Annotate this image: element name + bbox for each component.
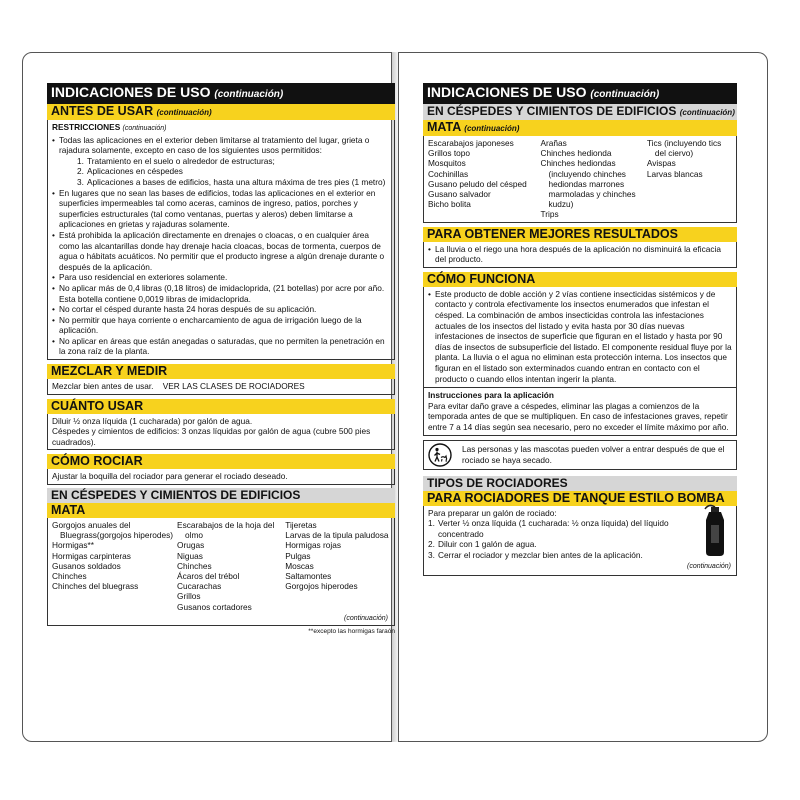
instrucciones-text: Para evitar daño grave a céspedes, eliminar las plagas a comienzos de la temporada antes de que se multipliquen. En caso de infestaciones graves, repetir entre 7 a 14 días según sea necesario, pero no exceder el límite máximo por año. [428,400,729,432]
sub-item-2-num: 2. [77,166,84,177]
pest-item: Gorgojos anuales del Bluegrass(gorgojos hiperodes) [52,520,173,541]
tanque-step-2 [428,539,698,550]
pest-item: Niguas [177,550,203,561]
antes-title: ANTES DE USAR [51,104,154,118]
pest-item: Saltamontes [285,571,332,582]
left-mata-col-2 [177,520,285,612]
pest-item: Larvas blancas [646,168,703,179]
tanque-title: PARA ROCIADORES DE TANQUE ESTILO BOMBA [427,490,725,505]
pest-item: Hormigas rojas [285,540,341,551]
left-main-header [47,83,395,104]
restricciones-cont: (continuación) [122,125,167,132]
left-mata-title: MATA [51,503,86,518]
restriccion-6: • No cortar el césped durante hasta 24 horas después de su aplicación. [52,304,390,315]
tanque-step-2-text: Diluir con 1 galón de agua. [438,539,537,550]
como-rociar-title: CÓMO ROCIAR [51,454,143,469]
como-rociar-header [47,454,395,469]
pest-item: Orugas [177,540,205,551]
right-mata-cont: (continuación) [464,124,520,133]
tanque-intro: Para preparar un galón de rociado: [428,507,557,518]
right-mata-section [423,136,737,223]
mejores-header [423,227,737,242]
pest-item: Chinches [52,571,87,582]
instrucciones-block [424,387,736,432]
left-mata-section [47,518,395,626]
cuanto-title: CUÁNTO USAR [51,398,144,413]
tanque-steps [428,518,698,560]
pest-item: Trips [540,209,559,220]
left-mata-columns [52,520,390,612]
mezclar-section [47,379,395,395]
mejores-title: PARA OBTENER MEJORES RESULTADOS [427,226,678,241]
pest-item: Gusanos cortadores [177,601,252,612]
pest-item: Hormigas carpinteras [52,550,131,561]
person-pet-icon [428,443,452,467]
tanque-cont: (continuación) [687,562,731,570]
mezclar-header [47,364,395,379]
pest-item: Pulgas [285,550,311,561]
sprayer-icon [700,501,730,561]
right-title: INDICACIONES DE USO [427,84,587,100]
left-mata-col-3 [285,520,390,612]
left-title: INDICACIONES DE USO [51,84,211,100]
pest-item: Moscas [285,560,314,571]
sub-item-3-num: 3. [77,176,84,187]
left-page [22,52,395,742]
restriccion-7: • No permitir que haya corriente o encharcamiento de agua de irrigación luego de la aplicación. [52,315,390,336]
pest-item: Avispas [646,158,676,169]
pest-item: Tijeretas [285,520,317,531]
antes-section [47,120,395,360]
funciona-item-1: • Este producto de doble acción y 2 vías contiene insecticidas sistémicos y de contacto y controla efectivamente los insectos enumerados que infestan el césped. La combinación de ambos insecticidas controla las infestaciones actuales de los insectos del listado y evita hasta por 30 días nuevas infestaciones de insectos de superficie que figuran en el listado y hasta por 90 días de insectos de subsuperficie del listado. El componente residual fluye por la planta. La lluvia o el agua no eliminan esta protección interna. Los insectos que figuran en el listado son exterminados cuando entran en contacto con el producto o cuando ellos intentan ingerir la planta. [428,289,732,384]
tanque-step-2-num: 2. [428,539,435,550]
mezclar-title: MEZCLAR Y MEDIR [51,364,168,379]
mezclar-text: Mezclar bien antes de usar. [52,381,154,392]
restriccion-8: • No aplicar en áreas que están anegadas o saturadas, que no permiten la penetración en la zona raíz de la planta. [52,336,390,357]
restriccion-1-text: Todas las aplicaciones en el exterior deben limitarse al tratamiento del lugar, grieta o rajadura solamente, excepto en caso de los siguientes usos permitidos: [59,134,370,156]
instrucciones-label: Instrucciones para la aplicación [428,390,554,401]
tanque-step-1-text: Verter ½ onza líquida (1 cucharada: ½ onza líquida) del líquido concentrado [438,518,669,539]
restricciones-list [52,135,390,357]
pest-item: Escarabajos de la hoja del olmo [177,520,275,541]
pets-text: Las personas y las mascotas pueden volver a entrar después de que el rociado se haya secado. [462,443,725,465]
tanque-section [423,506,737,576]
tipos-header [423,476,737,491]
right-main-header [423,83,737,104]
tanque-header [423,491,737,506]
pest-item: Gusanos soldados [52,560,121,571]
pest-item: Chinches [177,560,212,571]
restriccion-3: • Está prohibida la aplicación directamente en drenajes o cloacas, o en cualquier área como las alcantarillas donde hay drenaje hacia cloacas, bocas de tormenta, cuerpos de agua o hábitats acuáticos. No permitir que el producto ingrese a algún drenaje durante o después de la aplicación. [52,230,390,272]
restriccion-1 [52,135,390,188]
left-title-cont: (continuación) [214,89,284,100]
mejores-item-1: • La lluvia o el riego una hora después de la aplicación no disminuirá la eficacia del producto. [428,244,732,265]
antes-cont: (continuación) [156,108,212,117]
tanque-step-3-num: 3. [428,549,435,560]
sub-item-1-num: 1. [77,155,84,166]
como-rociar-text: Ajustar la boquilla del rociador para generar el rociado deseado. [52,471,288,482]
mejores-section [423,242,737,268]
restriccion-5: • No aplicar más de 0,4 libras (0,18 litros) de imidacloprida, (21 botellas) por acre por año. Esta botella contiene 0,0019 libras de imidacloprida. [52,283,390,304]
left-mata-col-1 [52,520,177,612]
pest-item: Grillos [177,591,201,602]
pest-item: Cochinillas [428,168,469,179]
cuanto-line-2: Céspedes y cimientos de edificios: 3 onzas líquidas por galón de agua (cubre 500 pies cuadrados). [52,426,371,447]
pets-notice [423,440,737,470]
pest-item: Larvas de la tipula paludosa [285,530,389,541]
pest-item: Ácaros del trébol [177,571,240,582]
sub-item-2 [77,166,390,177]
como-rociar-section [47,469,395,485]
right-cespedes-cont: (continuación) [679,108,735,117]
sub-item-1-text: Tratamiento en el suelo o alrededor de estructuras; [87,155,275,166]
pest-item: Chinches hedionda [540,148,612,159]
sub-item-2-text: Aplicaciones en céspedes [87,166,183,177]
restricciones-title: RESTRICCIONES [52,122,121,132]
right-cespedes-title: EN CÉSPEDES Y CIMIENTOS DE EDIFICIOS [427,104,677,118]
tanque-step-1 [428,518,698,539]
funciona-list [428,289,732,384]
restriccion-2: • En lugares que no sean las bases de edificios, todas las aplicaciones en el exterior en superficies impermeables tal como aceras, caminos de ingreso, patios, porches y superficies estructurales (tal como ventanas, puertas y aleros) deben limitarse a aplicaciones en grietas y rajaduras solamente. [52,188,390,230]
right-mata-col-2 [540,138,646,220]
cuanto-line-1: Diluir ½ onza líquida (1 cucharada) por galón de agua. [52,415,253,426]
cuanto-header [47,399,395,414]
sub-item-3-text: Aplicaciones a bases de edificios, hasta una altura máxima de tres pies (1 metro) [87,176,386,187]
funciona-header [423,272,737,287]
tanque-step-3-text: Cerrar el rociador y mezclar bien antes de la aplicación. [438,549,643,560]
mejores-list [428,244,732,265]
restriccion-4: • Para uso residencial en exteriores solamente. [52,272,390,283]
pest-item: Hormigas** [52,540,94,551]
pest-item: Gusano salvador [428,189,491,200]
left-footnote: **excepto las hormigas faraón [308,628,395,636]
right-mata-header [423,120,737,136]
left-mata-cont: (continuación) [344,614,388,622]
right-cespedes-header [423,104,737,120]
pest-item: Gorgojos hiperodes [285,581,358,592]
tanque-step-3 [428,550,698,561]
pest-item: Escarabajos japoneses [428,138,514,148]
right-mata-title: MATA [427,120,461,134]
antes-header [47,104,395,120]
funciona-section [423,287,737,436]
right-title-cont: (continuación) [590,89,660,100]
right-mata-columns [428,138,732,220]
left-mata-header [47,503,395,518]
pest-item: Bicho bolita [428,199,471,210]
cuanto-section [47,414,395,451]
restricciones-label [52,122,390,135]
tipos-title: TIPOS DE ROCIADORES [427,475,568,490]
pest-item: Chinches hediondas (incluyendo chinches hediondas marrones marmoladas y chinches kudzu) [540,158,636,210]
right-mata-col-3 [647,138,732,220]
right-page [398,52,768,742]
pest-item: Gusano peludo del césped [428,178,527,189]
tanque-step-1-num: 1. [428,518,435,529]
pest-item: Grillos topo [428,148,470,159]
sub-item-3 [77,177,390,188]
mezclar-ver-clases: VER LAS CLASES DE ROCIADORES [162,381,305,392]
pest-item: Cucarachas [177,581,222,592]
pest-item: Tics (incluyendo tics del ciervo) [646,138,722,159]
pest-item: Arañas [540,138,567,148]
sub-item-1 [77,156,390,167]
right-mata-col-1 [428,138,540,220]
left-cespedes-header [47,488,395,503]
pest-item: Mosquitos [428,158,466,169]
pest-item: Chinches del bluegrass [52,581,139,592]
funciona-title: CÓMO FUNCIONA [427,271,536,286]
restriccion-1-sublist [59,156,390,188]
left-cespedes-title: EN CÉSPEDES Y CIMIENTOS DE EDIFICIOS [51,488,301,503]
